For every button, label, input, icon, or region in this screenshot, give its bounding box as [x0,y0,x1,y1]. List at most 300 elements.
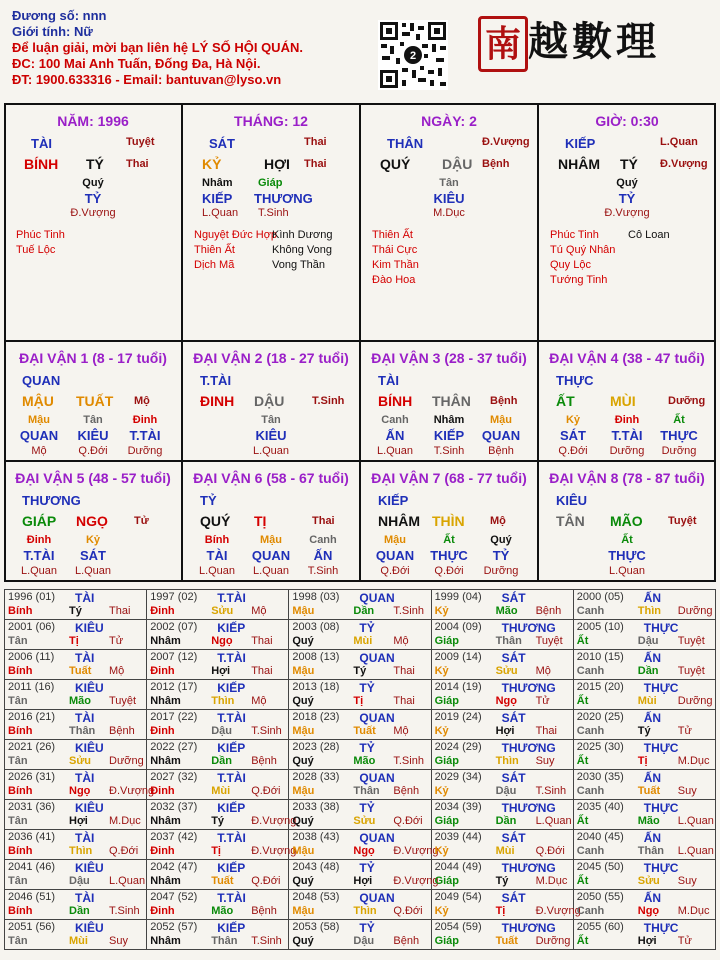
year-branch: Tị [495,905,506,917]
year-branch: Thìn [637,605,661,617]
year-stem: Kỷ [434,905,449,917]
year-stem: Giáp [434,815,460,827]
year-label: 2051 (56) [8,921,56,933]
luck-hidden-phase: Mộ [31,445,47,457]
annual-luck-cell[interactable] [289,680,431,710]
year-label: 2008 (13) [292,651,340,663]
annual-luck-cell[interactable] [431,890,581,920]
year-label: 2034 (39) [434,801,482,813]
year-ten-god: TỶ [359,741,375,755]
year-branch: Dần [69,905,90,917]
year-stem: Mậu [292,785,315,797]
luck-hidden-stem: Ất [673,414,685,426]
annual-luck-cell[interactable] [5,710,147,740]
year-branch: Tị [637,755,648,767]
luck-hidden-phase: L.Quan [20,565,58,577]
year-branch: Sửu [353,815,376,827]
year-phase: L.Quan [535,815,572,827]
year-branch: Dậu [211,725,232,737]
year-stem: Canh [576,845,605,857]
hidden-phase: M.Dục [433,207,465,219]
annual-luck-cell[interactable] [147,890,289,920]
qr-code-icon[interactable] [378,20,448,90]
shensha-star: Phúc Tinh [16,229,65,241]
year-branch: Mão [69,695,91,707]
year-stem: Tân [8,635,28,647]
luck-branch-phase: Bệnh [490,395,518,407]
pillar-stem-god: TÀI [31,136,52,151]
year-label: 1996 (01) [8,591,56,603]
year-phase: Mộ [109,665,125,677]
year-ten-god: T.TÀI [217,771,246,785]
year-label: 2035 (40) [576,801,624,813]
pillar-stem: KỶ [202,156,222,172]
year-phase: Mộ [251,695,267,707]
annual-luck-cell[interactable] [431,860,573,890]
luck-hidden-phase: T.Sinh [307,565,339,577]
luck-hidden-stem: Tân [83,414,103,426]
annual-luck-cell[interactable] [5,680,147,710]
year-stem: Giáp [434,635,460,647]
annual-luck-cell[interactable] [147,920,289,950]
year-ten-god: KIÊU [75,741,104,755]
year-branch: Thìn [495,755,519,767]
year-phase: Bệnh [535,605,562,617]
pillar-branch-phase: Đ.Vượng [660,158,708,170]
year-phase: Mộ [393,635,409,647]
annual-luck-cell[interactable] [147,710,289,740]
annual-luck-cell[interactable] [431,620,573,650]
pillar-stem: NHÂM [558,156,600,172]
phone-email: ĐT: 1900.633316 - Email: bantuvan@lyso.vn [12,72,282,87]
year-label: 2048 (53) [292,891,340,903]
year-label: 2047 (52) [150,891,198,903]
year-phase: L.Quan [677,845,714,857]
year-phase: Đ.Vượng [251,845,297,857]
luck-branch-phase: Dưỡng [668,395,706,407]
annual-luck-cell[interactable] [5,620,147,650]
year-branch: Thân [495,635,522,647]
year-stem: Nhâm [150,875,181,887]
year-phase: Mộ [535,665,551,677]
year-label: 2022 (27) [150,741,198,753]
year-branch: Dần [353,605,375,617]
annual-luck-cell[interactable] [573,620,715,650]
year-ten-god: QUAN [359,831,395,845]
grid-line [181,103,183,582]
year-phase: Tuyệt [109,695,137,707]
year-stem: Mậu [292,905,315,917]
pillar-branch-phase: Bệnh [482,158,510,170]
pillar-stem-god: KIẾP [565,136,596,151]
year-stem: Kỷ [434,845,449,857]
annual-luck-cell[interactable] [573,800,715,830]
year-branch: Tý [211,815,225,827]
luck-hidden-god: THỰC [660,428,698,443]
pillar-branch-phase: Thai [304,158,327,170]
year-phase: Mộ [251,605,267,617]
annual-luck-cell[interactable] [431,920,573,950]
hidden-phase: L.Quan [202,207,239,219]
year-ten-god: KIẾP [217,741,246,755]
luck-pillar-title: ĐẠI VẬN 5 (48 - 57 tuổi) [15,470,171,486]
luck-stem: QUÝ [200,513,231,529]
year-branch: Tý [69,605,82,617]
year-stem: Tân [8,815,28,827]
year-phase: Q.Đới [535,845,565,857]
year-branch: Thìn [211,695,235,707]
gender: Giới tính: Nữ [12,24,93,39]
annual-luck-cell[interactable] [431,770,573,800]
year-ten-god: TÀI [75,831,95,845]
year-stem: Ất [576,875,589,887]
grid-line [4,460,716,462]
luck-hidden-stem: Mậu [384,534,406,546]
year-label: 2026 (31) [8,771,56,783]
year-branch: Dần [495,815,517,827]
year-branch: Mùi [495,845,515,857]
year-label: 2046 (51) [8,891,56,903]
year-branch: Mùi [211,785,231,797]
year-ten-god: TỶ [359,921,375,935]
luck-branch-phase: Tuyệt [668,515,697,527]
year-branch: Ngọ [211,635,233,647]
year-label: 1999 (04) [434,591,482,603]
year-ten-god: TÀI [75,891,95,905]
year-ten-god: KIÊU [75,621,104,635]
year-label: 2024 (29) [434,741,482,753]
year-branch: Tý [495,875,509,887]
year-ten-god: TỶ [359,681,375,695]
year-label: 2014 (19) [434,681,482,693]
luck-stem-god: KIẾP [378,493,409,508]
year-stem: Ất [576,755,589,767]
annual-luck-cell[interactable] [431,680,573,710]
luck-branch: THÂN [432,393,471,409]
annual-luck-cell[interactable] [5,920,147,950]
annual-luck-cell[interactable] [5,770,155,800]
annual-luck-cell[interactable] [147,830,297,860]
pillar-title: GIỜ: 0:30 [595,113,659,129]
year-branch: Hợi [495,725,515,737]
year-label: 2050 (55) [576,891,624,903]
luck-branch: NGỌ [76,513,108,529]
annual-luck-cell[interactable] [573,650,715,680]
luck-hidden-phase: L.Quan [608,565,646,577]
luck-hidden-god: TỶ [492,548,510,563]
year-branch: Ngọ [353,845,375,857]
luck-stem: ĐINH [200,393,235,409]
pillar-branch: HỢI [264,156,290,172]
year-label: 2027 (32) [150,771,198,783]
year-stem: Tân [8,875,28,887]
shensha-star: Vong Thần [272,259,326,271]
year-ten-god: THƯƠNG [501,801,556,815]
year-label: 2004 (09) [434,621,482,633]
year-phase: Thai [251,665,273,677]
year-stem: Giáp [434,935,460,947]
year-phase: Dưỡng [677,695,713,707]
year-phase: Suy [677,785,697,797]
year-ten-god: KIẾP [217,921,246,935]
year-ten-god: THỰC [643,921,679,935]
luck-hidden-stem: Đinh [614,414,640,426]
luck-hidden-phase: L.Quan [376,445,414,457]
year-branch: Dần [637,665,659,677]
annual-luck-cell[interactable] [431,710,573,740]
luck-hidden-stem: Tân [261,414,281,426]
year-phase: Bệnh [393,935,420,947]
shensha-star: Tuế Lộc [16,244,56,256]
annual-luck-cell[interactable] [5,860,147,890]
annual-luck-cell[interactable] [5,830,147,860]
year-label: 2011 (16) [8,681,55,693]
year-branch: Thân [353,785,380,797]
year-ten-god: SÁT [501,591,526,605]
year-stem: Kỷ [434,665,449,677]
shensha-star: Kim Thần [372,259,419,271]
hidden-stem: Nhâm [202,177,233,189]
annual-luck-cell[interactable] [5,890,147,920]
year-phase: Q.Đới [109,845,139,857]
shensha-star: Không Vong [272,244,332,256]
annual-luck-cell[interactable] [5,800,147,830]
annual-luck-cell[interactable] [573,920,715,950]
luck-hidden-phase: T.Sinh [433,445,465,457]
year-label: 2012 (17) [150,681,198,693]
year-ten-god: THỰC [643,741,679,755]
annual-luck-cell[interactable] [147,590,289,620]
luck-branch-phase: Thai [312,515,335,527]
annual-luck-cell[interactable] [573,890,715,920]
annual-luck-cell[interactable] [147,770,289,800]
year-phase: Dưỡng [109,755,144,767]
shensha-star: Thiên Ất [372,229,413,241]
luck-branch: THÌN [432,513,465,529]
year-label: 2045 (50) [576,861,624,873]
pillar-stem-god: THÂN [387,136,424,151]
luck-hidden-god: SÁT [80,548,106,563]
year-branch: Mùi [69,935,88,947]
pillar-title: THÁNG: 12 [234,113,308,129]
annual-luck-cell[interactable] [289,710,431,740]
annual-luck-cell[interactable] [289,770,431,800]
year-phase: Dưỡng [535,935,571,947]
year-stem: Quý [292,635,314,647]
annual-luck-cell[interactable] [431,800,573,830]
luck-hidden-stem: Bính [204,534,230,546]
annual-luck-cell[interactable] [147,860,289,890]
year-stem: Bính [8,725,33,737]
year-phase: Đ.Vượng [251,815,297,827]
shensha-star: Tướng Tinh [550,274,608,286]
luck-stem: GIÁP [22,513,57,529]
year-branch: Thìn [353,905,377,917]
luck-hidden-phase: L.Quan [252,565,290,577]
annual-luck-cell[interactable] [147,680,289,710]
year-phase: Q.Đới [251,785,281,797]
luck-hidden-phase: L.Quan [252,445,290,457]
year-ten-god: ẤN [643,711,662,725]
year-ten-god: KIẾP [217,621,246,635]
year-stem: Bính [8,785,33,797]
year-phase: Tử [109,635,124,647]
pillar-title: NĂM: 1996 [57,113,129,129]
red-seal-logo: 南 [478,16,528,72]
year-ten-god: KIÊU [75,861,104,875]
contact-note: Để luận giải, mời bạn liên hệ LÝ SỐ HỘI QUÁN. [12,40,303,55]
luck-branch: DẬU [254,393,285,409]
year-ten-god: QUAN [359,771,395,785]
year-label: 2037 (42) [150,831,198,843]
luck-pillar-title: ĐẠI VẬN 3 (28 - 37 tuổi) [371,350,527,366]
luck-hidden-god: THỰC [608,548,646,563]
luck-branch: TỊ [254,513,267,529]
luck-stem-god: QUAN [22,373,61,388]
luck-hidden-stem: Mậu [490,414,512,426]
pillar-stem-phase: Tuyệt [126,136,155,148]
year-phase: Q.Đới [393,905,423,917]
hidden-god: KIẾP [202,191,233,206]
annual-luck-cell[interactable] [289,830,439,860]
year-phase: Tuyệt [535,635,563,647]
luck-hidden-stem: Đinh [132,414,158,426]
year-phase: Suy [535,755,555,767]
year-stem: Kỷ [434,785,449,797]
year-phase: Bệnh [251,905,277,917]
year-branch: Hợi [353,875,373,887]
luck-hidden-stem: Mậu [28,414,50,426]
year-stem: Quý [292,935,314,947]
year-ten-god: ẤN [643,771,662,785]
year-ten-god: KIẾP [217,801,246,815]
annual-luck-cell[interactable] [289,620,431,650]
year-stem: Nhâm [150,815,181,827]
year-stem: Giáp [434,875,460,887]
shensha-star: Cô Loan [628,229,670,241]
year-phase: T.Sinh [251,935,282,947]
annual-luck-cell[interactable] [147,800,297,830]
year-branch: Tuất [495,935,518,947]
annual-luck-cell[interactable] [573,680,715,710]
luck-hidden-god: QUAN [375,548,415,563]
year-ten-god: TÀI [75,591,95,605]
year-ten-god: SÁT [501,891,526,905]
year-ten-god: THƯƠNG [501,621,556,635]
year-branch: Mùi [353,635,373,647]
year-branch: Mão [495,605,518,617]
annual-luck-cell[interactable] [431,590,573,620]
luck-hidden-god: SÁT [560,428,586,443]
year-stem: Canh [576,665,605,677]
year-label: 2041 (46) [8,861,56,873]
annual-luck-cell[interactable] [289,740,431,770]
year-ten-god: KIÊU [75,681,104,695]
luck-pillar-title: ĐẠI VẬN 6 (58 - 67 tuổi) [193,470,349,486]
annual-luck-cell[interactable] [573,860,715,890]
year-stem: Tân [8,935,28,947]
annual-luck-cell[interactable] [573,740,715,770]
year-label: 2029 (34) [434,771,482,783]
annual-luck-cell[interactable] [147,740,289,770]
year-label: 2018 (23) [292,711,340,723]
year-stem: Ất [576,935,589,947]
hidden-god: TỶ [84,191,102,206]
pillar-branch: TÝ [86,156,104,172]
luck-hidden-phase: L.Quan [74,565,112,577]
year-ten-god: KIẾP [217,681,246,695]
luck-branch-phase: T.Sinh [312,395,345,407]
annual-luck-cell[interactable] [431,650,573,680]
year-label: 2028 (33) [292,771,340,783]
address: ĐC: 100 Mai Anh Tuấn, Đống Đa, Hà Nội. [12,56,261,71]
year-ten-god: TỶ [359,801,375,815]
annual-luck-cell[interactable] [5,650,147,680]
year-stem: Quý [292,875,314,887]
year-phase: T.Sinh [535,785,567,797]
year-phase: Tuyệt [677,635,705,647]
pillar-branch-phase: Thai [126,158,149,170]
luck-stem-god: THỰC [556,373,594,388]
luck-hidden-god: KIÊU [77,428,109,443]
year-stem: Tân [8,695,28,707]
year-branch: Tị [211,845,221,857]
year-branch: Tị [353,695,364,707]
annual-luck-cell[interactable] [289,890,431,920]
year-label: 2042 (47) [150,861,198,873]
year-phase: Mộ [393,725,409,737]
annual-luck-cell[interactable] [431,830,573,860]
luck-hidden-phase: L.Quan [198,565,236,577]
luck-pillar-title: ĐẠI VẬN 1 (8 - 17 tuổi) [19,350,167,366]
year-phase: M.Dục [535,875,568,887]
chart-header [12,8,303,88]
annual-luck-cell[interactable] [573,710,715,740]
annual-luck-cell[interactable] [431,740,573,770]
year-ten-god: THỰC [643,681,679,695]
year-branch: Tý [637,725,651,737]
year-branch: Sửu [211,605,234,617]
year-label: 2039 (44) [434,831,482,843]
annual-luck-cell[interactable] [573,830,715,860]
annual-luck-cell[interactable] [289,650,431,680]
year-stem: Đinh [150,725,175,737]
year-branch: Hợi [637,935,657,947]
annual-luck-cell[interactable] [573,590,715,620]
annual-luck-cell[interactable] [289,860,439,890]
year-ten-god: QUAN [359,591,395,605]
year-ten-god: T.TÀI [217,711,246,725]
annual-luck-cell[interactable] [5,740,147,770]
year-phase: Bệnh [109,725,135,737]
annual-luck-cell[interactable] [289,920,431,950]
year-label: 2043 (48) [292,861,340,873]
luck-hidden-god: THỰC [430,548,468,563]
year-branch: Mão [353,755,376,767]
hidden-phase: Đ.Vượng [70,207,116,219]
year-branch: Tuất [353,725,376,737]
annual-luck-cell[interactable] [573,770,715,800]
annual-luck-cell[interactable] [147,620,289,650]
year-branch: Thân [69,725,96,737]
year-ten-god: KIÊU [75,921,104,935]
hidden-stem: Giáp [258,177,283,189]
annual-luck-cell[interactable] [289,800,431,830]
year-label: 2055 (60) [576,921,624,933]
annual-luck-cell[interactable] [5,590,147,620]
annual-luck-cell[interactable] [289,590,431,620]
annual-luck-cell[interactable] [147,650,289,680]
